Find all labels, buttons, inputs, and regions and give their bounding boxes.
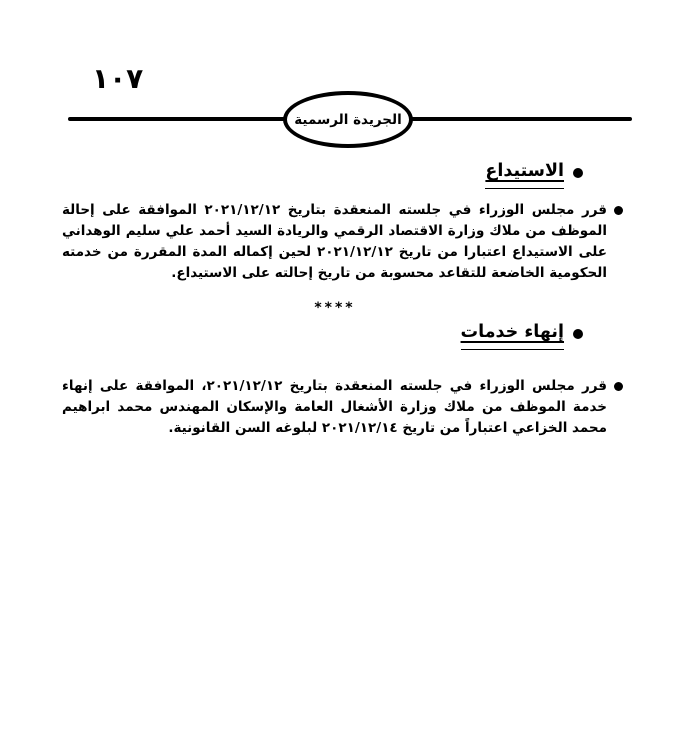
bullet-icon xyxy=(573,329,583,339)
page-number: ١٠٧ xyxy=(92,62,144,95)
bullet-icon xyxy=(614,206,623,215)
section-heading-label: الاستيداع xyxy=(485,161,564,189)
section-body-inhaa-khadamat xyxy=(62,376,623,439)
decree-paragraph: قرر مجلس الوزراء في جلسته المنعقدة بتاريخ ٢٠٢١/١٢/١٢، الموافقة على إنهاء خدمة الموظف من ملاك وزارة الأشغال العامة والإسكان المهندس محمد ابراهيم محمد الخزاعي اعتباراً من تاريخ ٢٠٢١/١٢/١٤ لبلوغه السن القانونية. xyxy=(62,378,608,436)
gazette-banner-ellipse xyxy=(283,91,413,148)
stars-separator: **** xyxy=(314,300,356,316)
bullet-icon xyxy=(573,168,583,178)
section-heading-istidaa xyxy=(485,161,583,189)
gazette-banner-label: الجريدة الرسمية xyxy=(294,111,402,128)
section-heading-inhaa-khadamat xyxy=(461,322,583,350)
section-heading-label: إنهاء خدمات xyxy=(461,322,564,350)
section-body-istidaa xyxy=(62,200,623,284)
decree-paragraph: قرر مجلس الوزراء في جلسته المنعقدة بتاريخ ٢٠٢١/١٢/١٢ الموافقة على إحالة الموظف من ملاك وزارة الاقتصاد الرقمي والريادة السيد أحمد علي سليم الوهداني على الاستيداع اعتبارا من تاريخ ٢٠٢١/١٢/١٢ لحين إكماله المدة المقررة من خدمته الحكومية الخاضعة للتقاعد محسوبة من تاريخ إحالته على الاستيداع. xyxy=(62,202,607,281)
bullet-icon xyxy=(614,382,623,391)
